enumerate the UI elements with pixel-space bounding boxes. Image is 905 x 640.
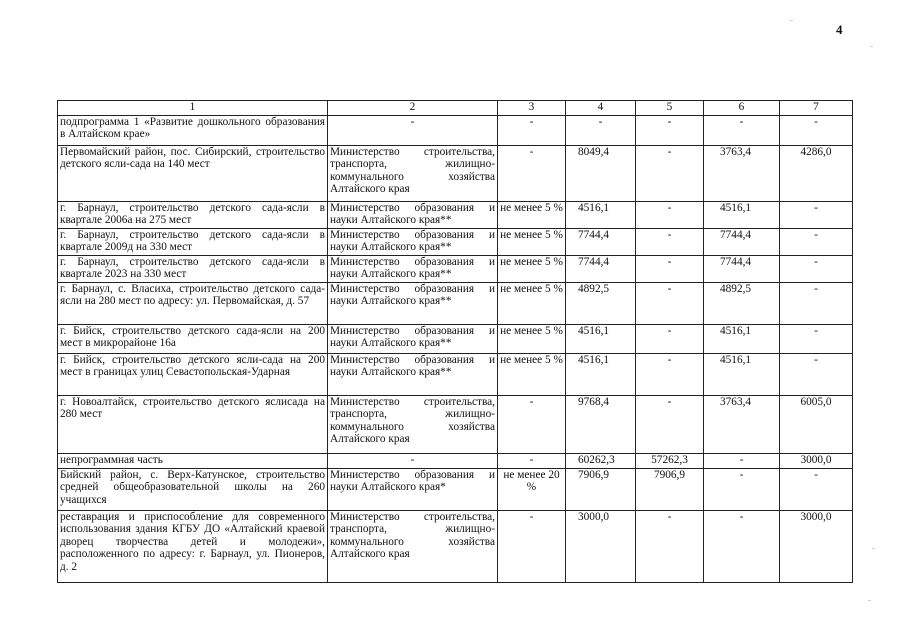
share-cell: - [498,511,566,583]
col7-cell: 4286,0 [780,146,853,202]
table-row [58,116,853,146]
table-row [58,396,853,454]
table-row [58,354,853,396]
total-cell: 4516,1 [566,325,636,354]
table-row [58,283,853,325]
total-cell: 3000,0 [566,511,636,583]
object-name-cell: г. Барнаул, строительство детского сада-ясли в квартале 2009д на 330 мест [58,229,328,256]
total-cell: 7906,9 [566,469,636,511]
share-cell: - [498,116,566,146]
share-cell: - [498,146,566,202]
share-cell: не менее 5 % [498,229,566,256]
total-cell: 7744,4 [566,229,636,256]
agency-cell: Министерство образования и науки Алтайского края** [328,325,498,354]
agency-cell: Министерство образования и науки Алтайского края** [328,256,498,283]
header-row [58,101,853,116]
page-number: 4 [836,22,843,37]
col6-cell: 4516,1 [704,202,780,229]
object-name-cell: г. Бийск, строительство детского сада-ясли на 200 мест в микрорайоне 16а [58,325,328,354]
header-cell: 7 [780,101,853,116]
table-row [58,146,853,202]
scan-speck [872,548,875,549]
object-name-cell: г. Новоалтайск, строительство детского яслисада на 280 мест [58,396,328,454]
col6-cell: 4516,1 [704,325,780,354]
total-cell: 60262,3 [566,454,636,469]
agency-cell: Министерство образования и науки Алтайского края** [328,229,498,256]
scan-speck [868,600,871,601]
col5-cell: 7906,9 [636,469,704,511]
col5-cell: - [636,202,704,229]
table-row [58,229,853,256]
col7-cell: - [780,354,853,396]
col5-cell: - [636,396,704,454]
col6-cell: 3763,4 [704,396,780,454]
col7-cell: - [780,469,853,511]
col5-cell: - [636,325,704,354]
header-cell: 6 [704,101,780,116]
scan-speck [870,46,873,47]
share-cell: не менее 5 % [498,354,566,396]
share-cell: - [498,454,566,469]
col6-cell: 7744,4 [704,256,780,283]
col7-cell: 6005,0 [780,396,853,454]
col5-cell: - [636,116,704,146]
agency-cell: Министерство образования и науки Алтайского края** [328,354,498,396]
object-name-cell: Первомайский район, пос. Сибирский, строительство детского ясли-сада на 140 мест [58,146,328,202]
agency-cell: Министерство образования и науки Алтайского края** [328,283,498,325]
col6-cell: 7744,4 [704,229,780,256]
total-cell: 4516,1 [566,354,636,396]
object-name-cell: подпрограмма 1 «Развитие дошкольного образования в Алтайском крае» [58,116,328,146]
header-cell: 4 [566,101,636,116]
col5-cell: - [636,256,704,283]
header-cell: 2 [328,101,498,116]
total-cell: 8049,4 [566,146,636,202]
object-name-cell: непрограммная часть [58,454,328,469]
col6-cell: - [704,469,780,511]
total-cell: 4892,5 [566,283,636,325]
total-cell: 4516,1 [566,202,636,229]
col7-cell: - [780,116,853,146]
col5-cell: - [636,354,704,396]
col6-cell: - [704,454,780,469]
object-name-cell: г. Барнаул, строительство детского сада-ясли в квартале 2006а на 275 мест [58,202,328,229]
object-name-cell: г. Барнаул, с. Власиха, строительство детского сада-ясли на 280 мест по адресу: ул. Первомайская, д. 57 [58,283,328,325]
object-name-cell: г. Барнаул, строительство детского сада-ясли в квартале 2023 на 330 мест [58,256,328,283]
share-cell: не менее 5 % [498,202,566,229]
agency-cell: Министерство образования и науки Алтайского края** [328,202,498,229]
agency-cell: Министерство строительства, транспорта, жилищно-коммунального хозяйства Алтайского края [328,396,498,454]
object-name-cell: г. Бийск, строительство детского ясли-сада на 200 мест в границах улиц Севастопольская-Ударная [58,354,328,396]
table-row [58,511,853,583]
total-cell: 7744,4 [566,256,636,283]
table-row [58,469,853,511]
col7-cell: - [780,229,853,256]
col5-cell: - [636,283,704,325]
table-row [58,325,853,354]
share-cell: не менее 5 % [498,325,566,354]
share-cell: не менее 5 % [498,256,566,283]
col7-cell: 3000,0 [780,511,853,583]
share-cell: - [498,396,566,454]
col7-cell: - [780,283,853,325]
header-cell: 5 [636,101,704,116]
col6-cell: 3763,4 [704,146,780,202]
table-row [58,454,853,469]
col7-cell: - [780,202,853,229]
table-row [58,202,853,229]
agency-cell: - [328,116,498,146]
agency-cell: Министерство строительства, транспорта, жилищно-коммунального хозяйства Алтайского края [328,146,498,202]
total-cell: 9768,4 [566,396,636,454]
object-name-cell: реставрация и приспособление для современного использования здания КГБУ ДО «Алтайский краевой дворец творчества детей и молодежи», расположенного по адресу: г. Барнаул, ул. Пионеров, д. 2 [58,511,328,583]
col5-cell: - [636,511,704,583]
budget-table [57,100,853,583]
total-cell: - [566,116,636,146]
col6-cell: 4892,5 [704,283,780,325]
share-cell: не менее 20 % [498,469,566,511]
agency-cell: Министерство строительства, транспорта, жилищно-коммунального хозяйства Алтайского края [328,511,498,583]
col5-cell: - [636,146,704,202]
agency-cell: - [328,454,498,469]
col5-cell: - [636,229,704,256]
agency-cell: Министерство образования и науки Алтайского края* [328,469,498,511]
col6-cell: 4516,1 [704,354,780,396]
table-row [58,256,853,283]
col6-cell: - [704,511,780,583]
header-cell: 1 [58,101,328,116]
col6-cell: - [704,116,780,146]
header-cell: 3 [498,101,566,116]
share-cell: не менее 5 % [498,283,566,325]
object-name-cell: Бийский район, с. Верх-Катунское, строительство средней общеобразовательной школы на 260 учащихся [58,469,328,511]
col5-cell: 57262,3 [636,454,704,469]
col7-cell: - [780,325,853,354]
scan-speck [790,20,793,21]
col7-cell: 3000,0 [780,454,853,469]
col7-cell: - [780,256,853,283]
